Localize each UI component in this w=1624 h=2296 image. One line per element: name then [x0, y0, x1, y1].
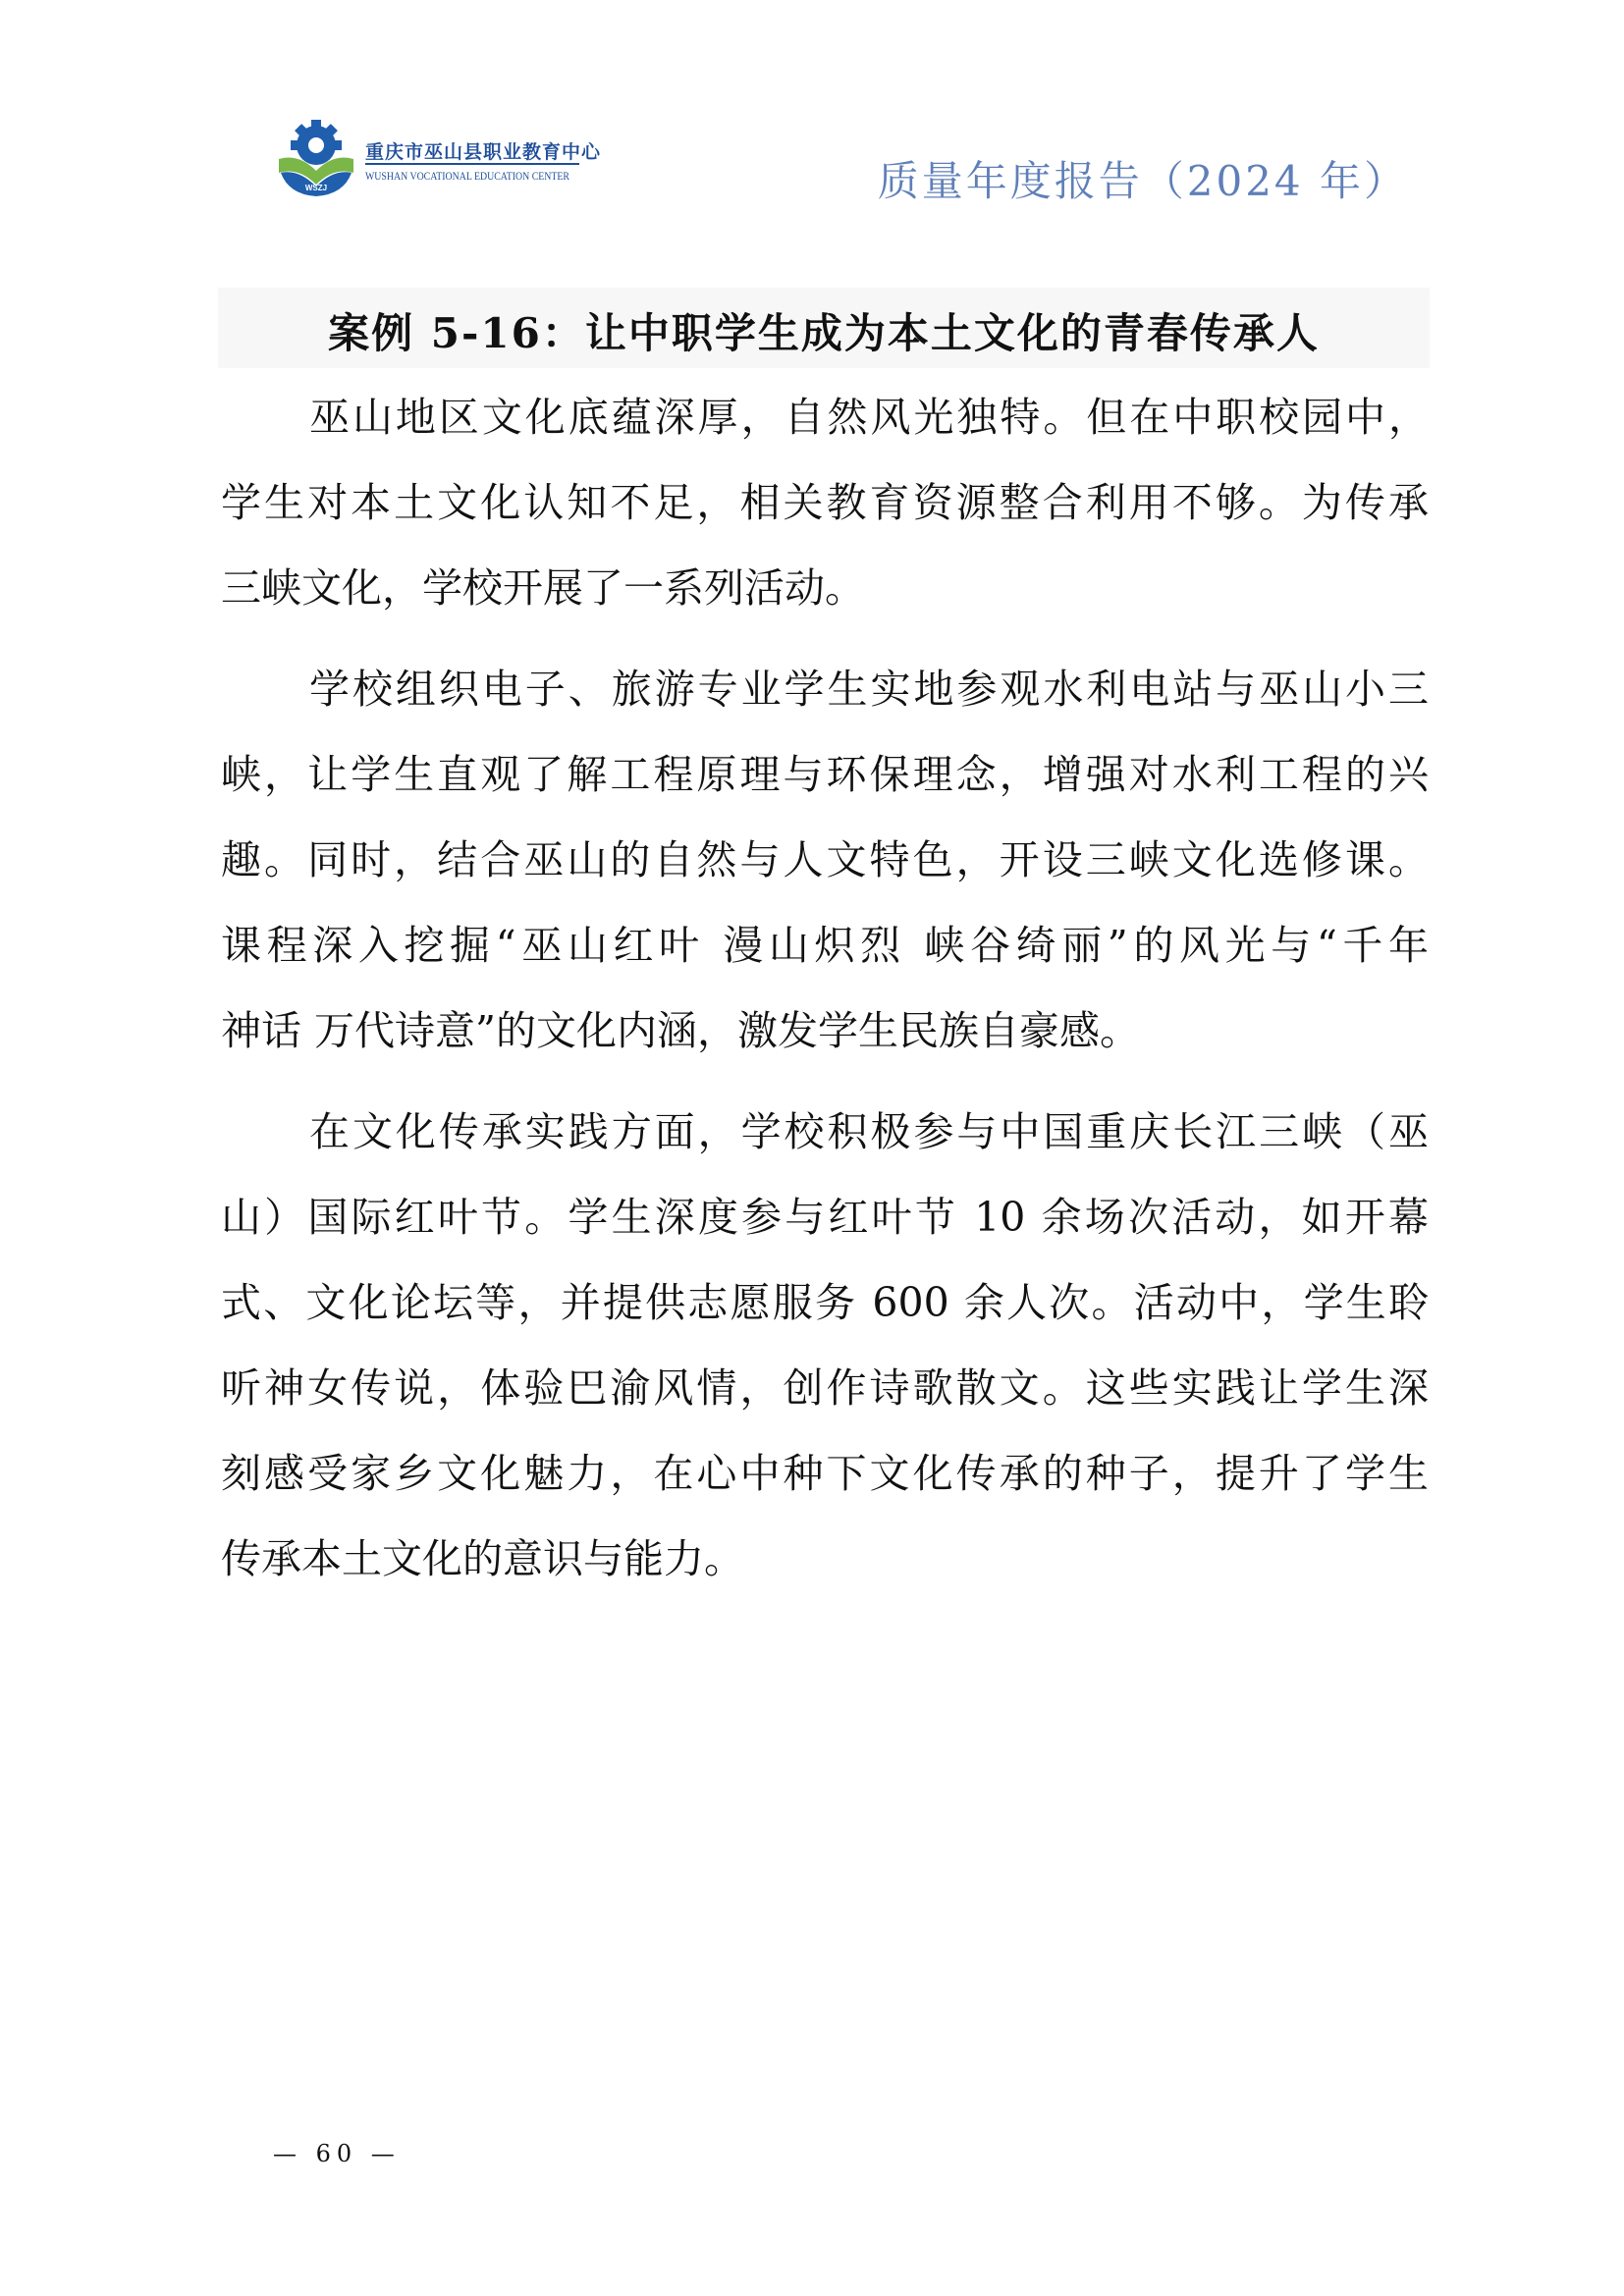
school-logo [275, 116, 602, 202]
gear-book-logo-icon [275, 116, 357, 198]
paragraph-line: 学校组织电子、旅游专业学生实地参观水利电站与巫山小三 [309, 666, 1429, 713]
paragraph-line: 三峡文化，学校开展了一系列活动。 [221, 564, 865, 612]
paragraph-line: 听神女传说，体验巴渝风情，创作诗歌散文。这些实践让学生深 [221, 1364, 1429, 1412]
paragraph-line: 在文化传承实践方面，学校积极参与中国重庆长江三峡（巫 [309, 1108, 1429, 1155]
case-body [221, 375, 1429, 1618]
paragraph [221, 1090, 1429, 1602]
logo-divider [365, 163, 579, 165]
svg-text:WSZJ: WSZJ [304, 184, 328, 192]
paragraph-line: 峡，让学生直观了解工程原理与环保理念，增强对水利工程的兴 [221, 751, 1429, 798]
page-number: — 60 — [273, 2140, 401, 2167]
paragraph-line: 神话 万代诗意”的文化内涵，激发学生民族自豪感。 [221, 1007, 1140, 1054]
paragraph-line: 山）国际红叶节。学生深度参与红叶节 10 余场次活动，如开幕 [221, 1194, 1429, 1241]
paragraph-line: 式、文化论坛等，并提供志愿服务 600 余人次。活动中，学生聆 [221, 1279, 1429, 1326]
logo-school-name-cn: 重庆市巫山县职业教育中心 [365, 141, 602, 163]
paragraph-line: 学生对本土文化认知不足，相关教育资源整合利用不够。为传承 [221, 479, 1429, 526]
report-header-title: 质量年度报告（2024 年） [877, 157, 1408, 205]
paragraph-line: 趣。同时，结合巫山的自然与人文特色，开设三峡文化选修课。 [221, 836, 1429, 883]
paragraph-line: 传承本土文化的意识与能力。 [221, 1535, 744, 1582]
case-title-bar [218, 288, 1430, 368]
case-title: 案例 5-16：让中职学生成为本土文化的青春传承人 [328, 309, 1320, 357]
paragraph-line: 课程深入挖掘“巫山红叶 漫山炽烈 峡谷绮丽”的风光与“千年 [221, 922, 1429, 969]
paragraph-line: 刻感受家乡文化魅力，在心中种下文化传承的种子，提升了学生 [221, 1450, 1429, 1497]
logo-school-name-en: WUSHAN VOCATIONAL EDUCATION CENTER [365, 169, 569, 183]
paragraph [221, 375, 1429, 631]
paragraph-line: 巫山地区文化底蕴深厚，自然风光独特。但在中职校园中， [309, 394, 1429, 441]
paragraph [221, 647, 1429, 1074]
